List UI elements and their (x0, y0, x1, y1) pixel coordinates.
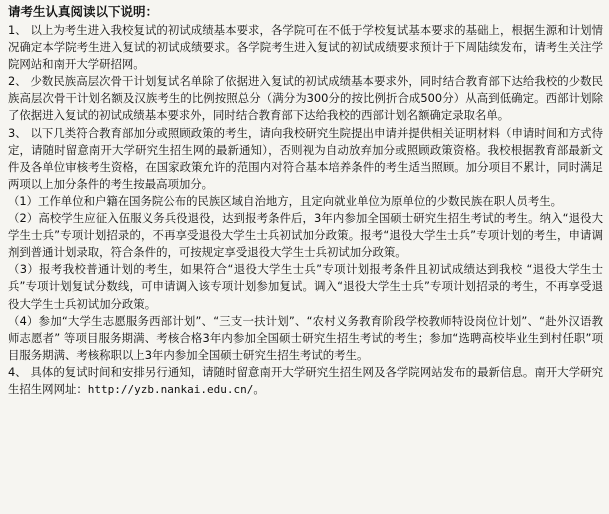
notice-subitem-3: （3）报考我校普通计划的考生，如果符合“退役大学生士兵”专项计划报考条件且初试成绩达到我校 “退役大学生士兵”专项计划复试分数线，可申请调入该专项计划参加复试。调入“退役大学生士兵”专项计划招录的考生，不再享受退役大学生士兵初试加分政策。 (8, 262, 603, 311)
notice-item-3: 3、 以下几类符合教育部加分或照顾政策的考生，请向我校研究生院提出申请并提供相关证明材料（申请时间和方式待定，请随时留意南开大学研究生招生网的最新通知），否则视为自动放弃加分或照顾政策资格。我校根据教育部最新文件及各单位审核考生资格，在国家政策允许的范围内对符合基本培养条件的考生适当照顾。加分项目不累计，同时满足两项以上加分条件的考生按最高项加分。 (8, 125, 603, 191)
notice-heading: 请考生认真阅读以下说明： (8, 4, 159, 19)
notice-item-1: 1、 以上为考生进入我校复试的初试成绩基本要求，各学院可在不低于学校复试基本要求的基础上，根据生源和计划情况确定本学院考生进入复试的初试成绩要求。各学院考生进入复试的初试成绩要求预计于下周陆续发布，请考生关注学院网站和南开大学研招网。 (8, 23, 603, 72)
admissions-url: http://yzb.nankai.edu.cn/ (87, 382, 254, 396)
notice-item-4-end: 。 (253, 381, 265, 396)
notice-item-2: 2、 少数民族高层次骨干计划复试名单除了依据进入复试的初试成绩基本要求外，同时结合教育部下达给我校的少数民族高层次骨干计划名额及汉族考生的比例按照总分（满分为300分的按比例折合成500分）从高到低确定。西部计划除了依据进入复试的初试成绩基本要求外，同时结合教育部下达给我校的西部计划名额确定录取名单。 (8, 74, 603, 123)
notice-item-4 (8, 364, 603, 398)
notice-subitem-1: （1）工作单位和户籍在国务院公布的民族区域自治地方，且定向就业单位为原单位的少数民族在职人员考生。 (8, 193, 562, 208)
notice-subitem-2: （2）高校学生应征入伍服义务兵役退役，达到报考条件后，3年内参加全国硕士研究生招生考试的考生。纳入“退役大学生士兵”专项计划招录的，不再享受退役大学生士兵初试加分政策。报考“退役大学生士兵”专项计划的考生，申请调剂到普通计划录取，符合条件的，可按规定享受退役大学生士兵初试加分政策。 (8, 211, 603, 260)
notice-item-4-text: 4、 具体的复试时间和安排另行通知，请随时留意南开大学研究生招生网及各学院网站发布的最新信息。南开大学研究生招生网网址： (8, 364, 603, 396)
notice-subitem-4: （4）参加“大学生志愿服务西部计划”、“三支一扶计划”、“农村义务教育阶段学校教师特设岗位计划”、“赴外汉语教师志愿者” 等项目服务期满、考核合格3年内参加全国硕士研究生招生考试的考生；参加“选聘高校毕业生到村任职”项目服务期满、考核称职以上3年内参加全国硕士研究生招生考试的考生。 (8, 313, 603, 362)
